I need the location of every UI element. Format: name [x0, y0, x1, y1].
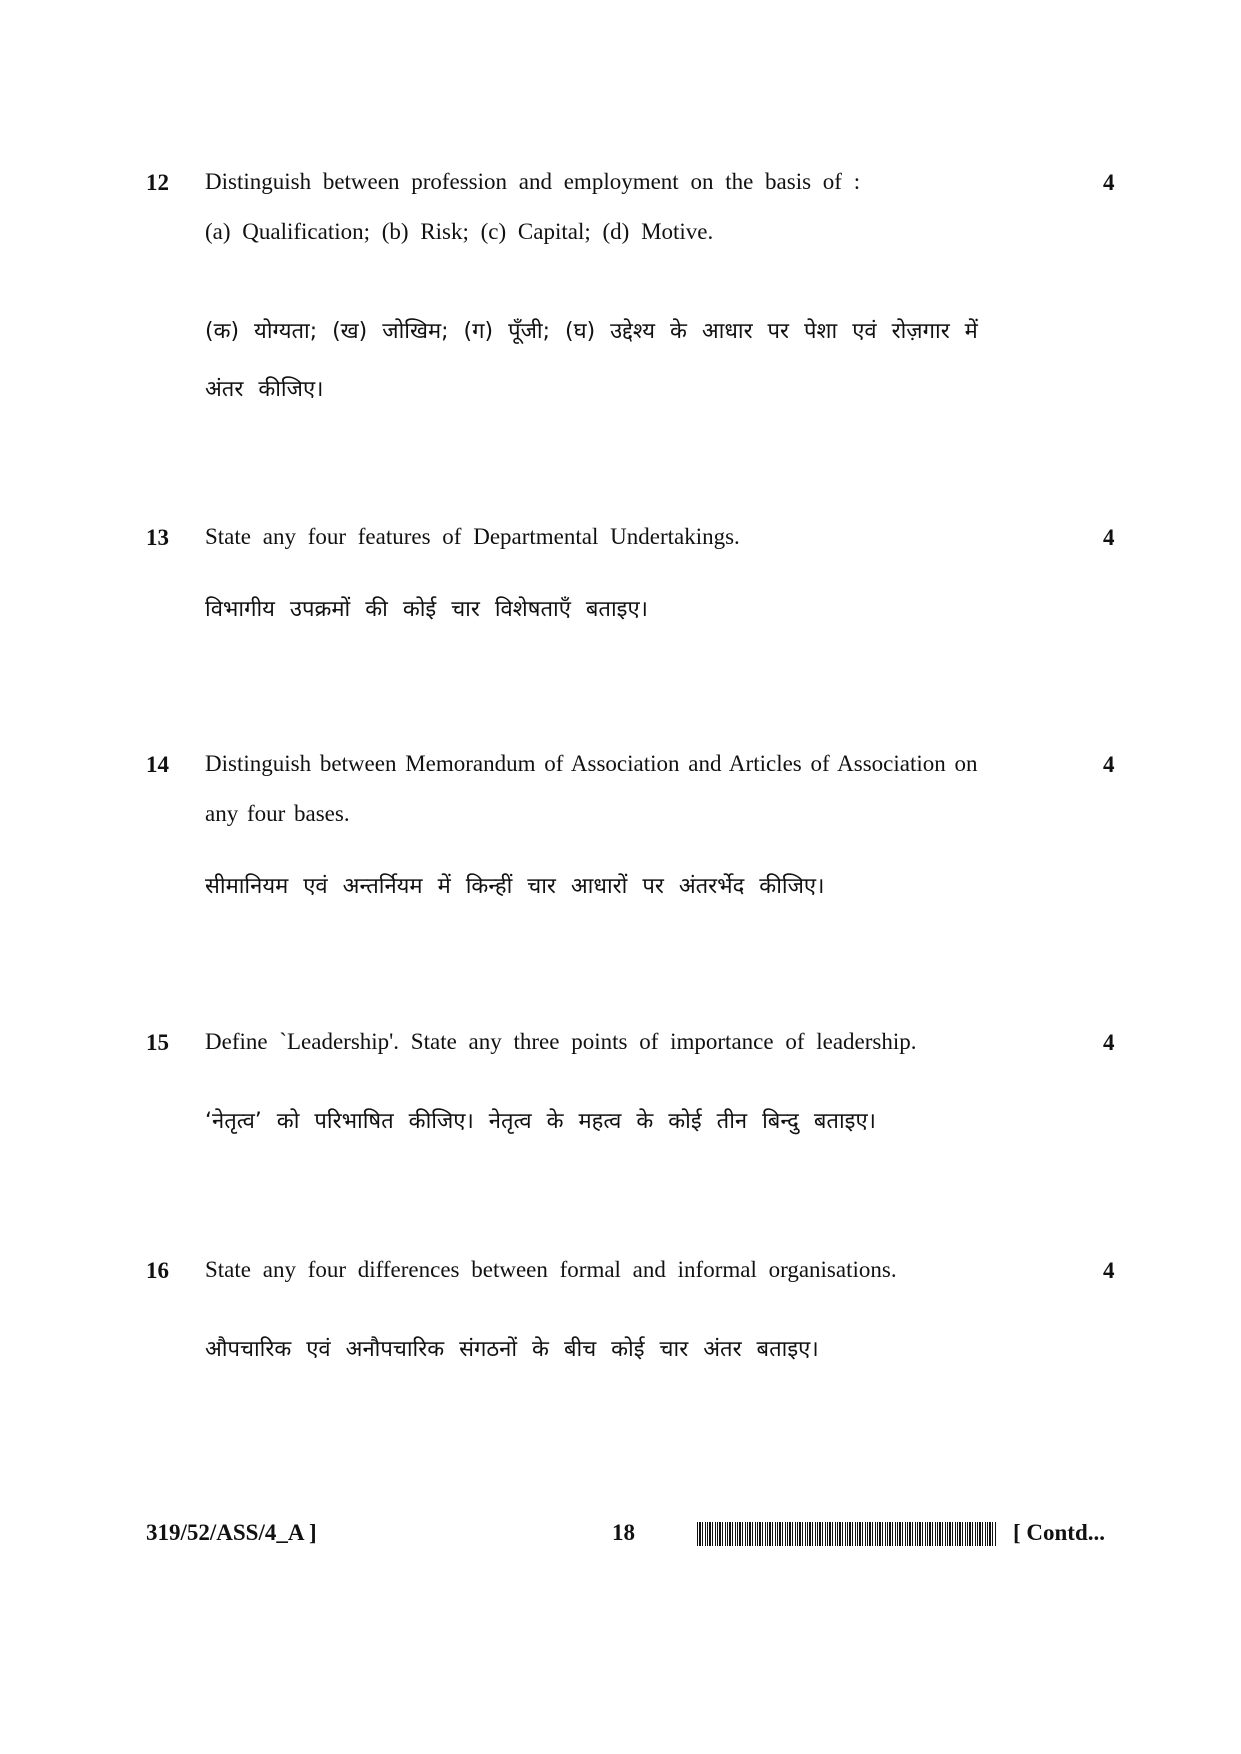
question-line: औपचारिक एवं अनौपचारिक संगठनों के बीच कोई चार अंतर बताइए। — [205, 1337, 819, 1362]
question-text-hindi — [205, 303, 1085, 419]
question-line: सीमानियम एवं अन्तर्नियम में किन्हीं चार आधारों पर अंतरर्भेद कीजिए। — [205, 874, 825, 899]
continued-label: [ Contd... — [1013, 1520, 1106, 1545]
question-text-hindi — [205, 1093, 1085, 1151]
question-marks: 4 — [1103, 170, 1115, 195]
question-text-english — [205, 157, 1085, 257]
question-line: Distinguish between Memorandum of Association and Articles of Association on — [205, 751, 978, 776]
question-line: State any four differences between formal and informal organisations. — [205, 1257, 897, 1282]
question-number: 13 — [146, 525, 169, 550]
question-line: any four bases. — [205, 801, 350, 826]
question-line: State any four features of Departmental Undertakings. — [205, 524, 740, 549]
question-line: (a) Qualification; (b) Risk; (c) Capital; (d) Motive. — [205, 219, 714, 244]
question-number: 12 — [146, 170, 169, 195]
question-text-english — [205, 1017, 1085, 1067]
question-line: (क) योग्यता; (ख) जोखिम; (ग) पूँजी; (घ) उद्देश्य के आधार पर पेशा एवं रोज़गार में — [205, 319, 978, 344]
question-line: अंतर कीजिए। — [205, 377, 324, 402]
question-marks: 4 — [1103, 1030, 1115, 1055]
question-text-hindi — [205, 1321, 1085, 1379]
question-line: विभागीय उपक्रमों की कोई चार विशेषताएँ बताइए। — [205, 597, 648, 622]
question-text-english — [205, 1245, 1085, 1295]
question-number: 16 — [146, 1258, 169, 1283]
question-text-hindi — [205, 858, 1085, 916]
question-number: 15 — [146, 1030, 169, 1055]
question-line: Define `Leadership'. State any three points of importance of leadership. — [205, 1029, 917, 1054]
question-marks: 4 — [1103, 1258, 1115, 1283]
page-number: 18 — [612, 1520, 635, 1545]
question-text-english — [205, 512, 1085, 562]
barcode-icon — [697, 1522, 997, 1546]
question-marks: 4 — [1103, 752, 1115, 777]
page-footer — [0, 1520, 1241, 1560]
question-text-hindi — [205, 581, 1085, 639]
question-line: Distinguish between profession and employment on the basis of : — [205, 169, 861, 194]
question-text-english — [205, 739, 1085, 839]
question-line: ‘नेतृत्व’ को परिभाषित कीजिए। नेतृत्व के महत्व के कोई तीन बिन्दु बताइए। — [205, 1109, 876, 1134]
paper-code: 319/52/ASS/4_A ] — [146, 1520, 317, 1545]
question-number: 14 — [146, 752, 169, 777]
question-marks: 4 — [1103, 525, 1115, 550]
